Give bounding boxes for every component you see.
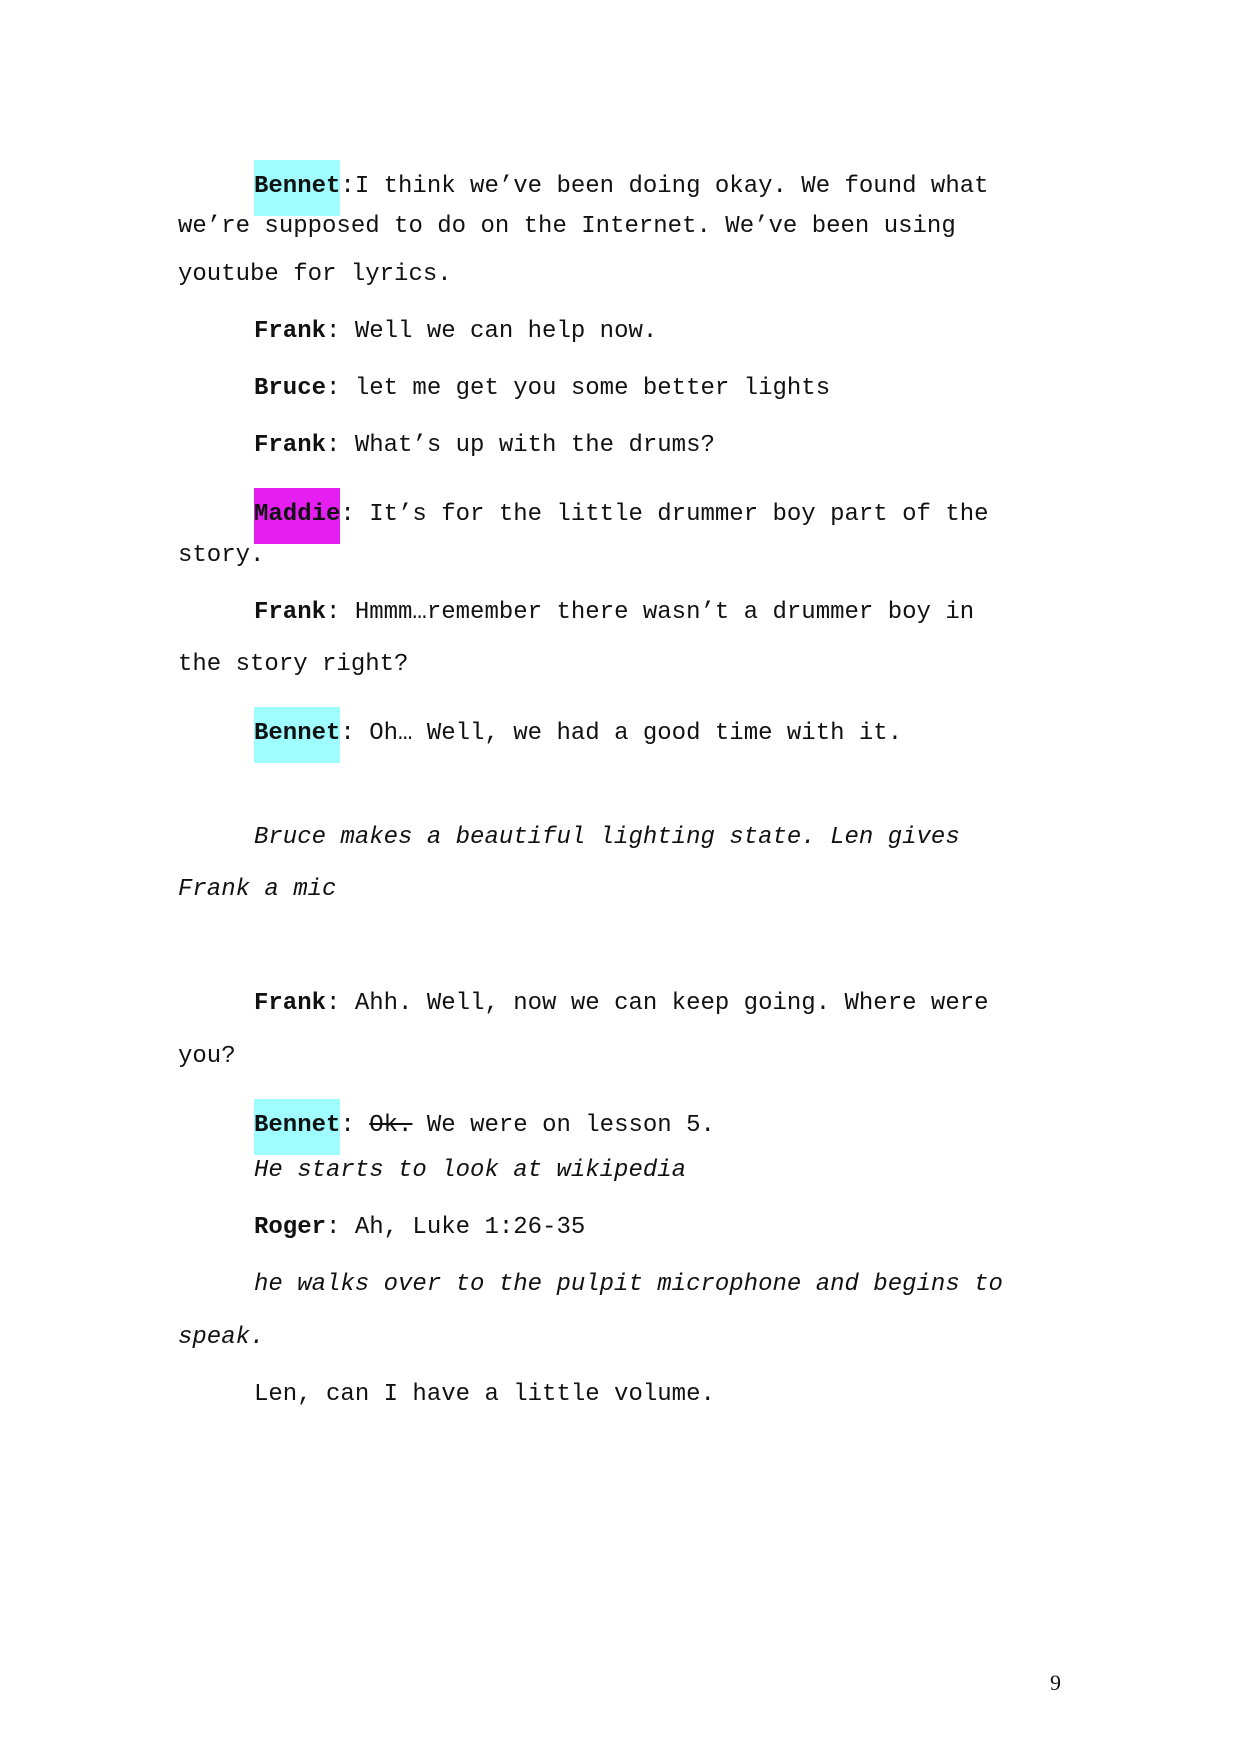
dialogue-text: :I think we’ve been doing okay. We found what [340,173,989,200]
speaker-name: Bennet [254,160,340,216]
stage-direction: Bruce makes a beautiful lighting state. Len gives [254,824,960,851]
dialogue-line [254,598,974,628]
dialogue-line [254,707,902,763]
speaker-name: Bennet [254,707,340,763]
dialogue-text: : Well we can help now. [326,318,658,345]
speaker-name: Bruce [254,375,327,402]
dialogue-line [254,317,657,347]
speaker-name: Maddie [254,488,340,544]
stage-direction: He starts to look at wikipedia [254,1157,687,1184]
stage-direction: he walks over to the pulpit microphone and begins to [254,1271,1003,1298]
dialogue-text: We were on lesson 5. [412,1112,715,1139]
dialogue-text: : It’s for the little drummer boy part of the [340,501,989,528]
speaker-name: Frank [254,599,327,626]
dialogue-continuation: we’re supposed to do on the Internet. We’ve been using [178,213,956,240]
dialogue-text: : Oh… Well, we had a good time with it. [340,720,903,747]
dialogue-line [254,1213,585,1243]
dialogue-line [254,1099,715,1155]
page-number: 9 [1050,1670,1061,1695]
stage-direction-continuation: Frank a mic [178,876,337,903]
speaker-name: Frank [254,318,327,345]
speaker-name: Bennet [254,1099,340,1155]
dialogue-continuation: you? [178,1043,236,1070]
struck-text: Ok. [369,1112,413,1139]
dialogue-continuation: story. [178,542,265,569]
dialogue-line: Len, can I have a little volume. [254,1381,715,1408]
dialogue-text: : What’s up with the drums? [326,432,715,459]
dialogue-colon: : [340,1112,370,1139]
dialogue-line [254,431,715,461]
dialogue-text: : Ahh. Well, now we can keep going. Where were [326,990,989,1017]
dialogue-text: : Hmmm…remember there wasn’t a drummer boy in [326,599,975,626]
dialogue-continuation: the story right? [178,651,409,678]
speaker-name: Frank [254,990,327,1017]
dialogue-text: : let me get you some better lights [326,375,831,402]
dialogue-text: : Ah, Luke 1:26-35 [326,1214,586,1241]
dialogue-line [254,488,989,544]
speaker-name: Frank [254,432,327,459]
dialogue-line [254,989,989,1019]
stage-direction-continuation: speak. [178,1324,265,1351]
dialogue-continuation: youtube for lyrics. [178,261,452,288]
dialogue-line [254,160,989,216]
dialogue-line [254,374,830,404]
speaker-name: Roger [254,1214,327,1241]
